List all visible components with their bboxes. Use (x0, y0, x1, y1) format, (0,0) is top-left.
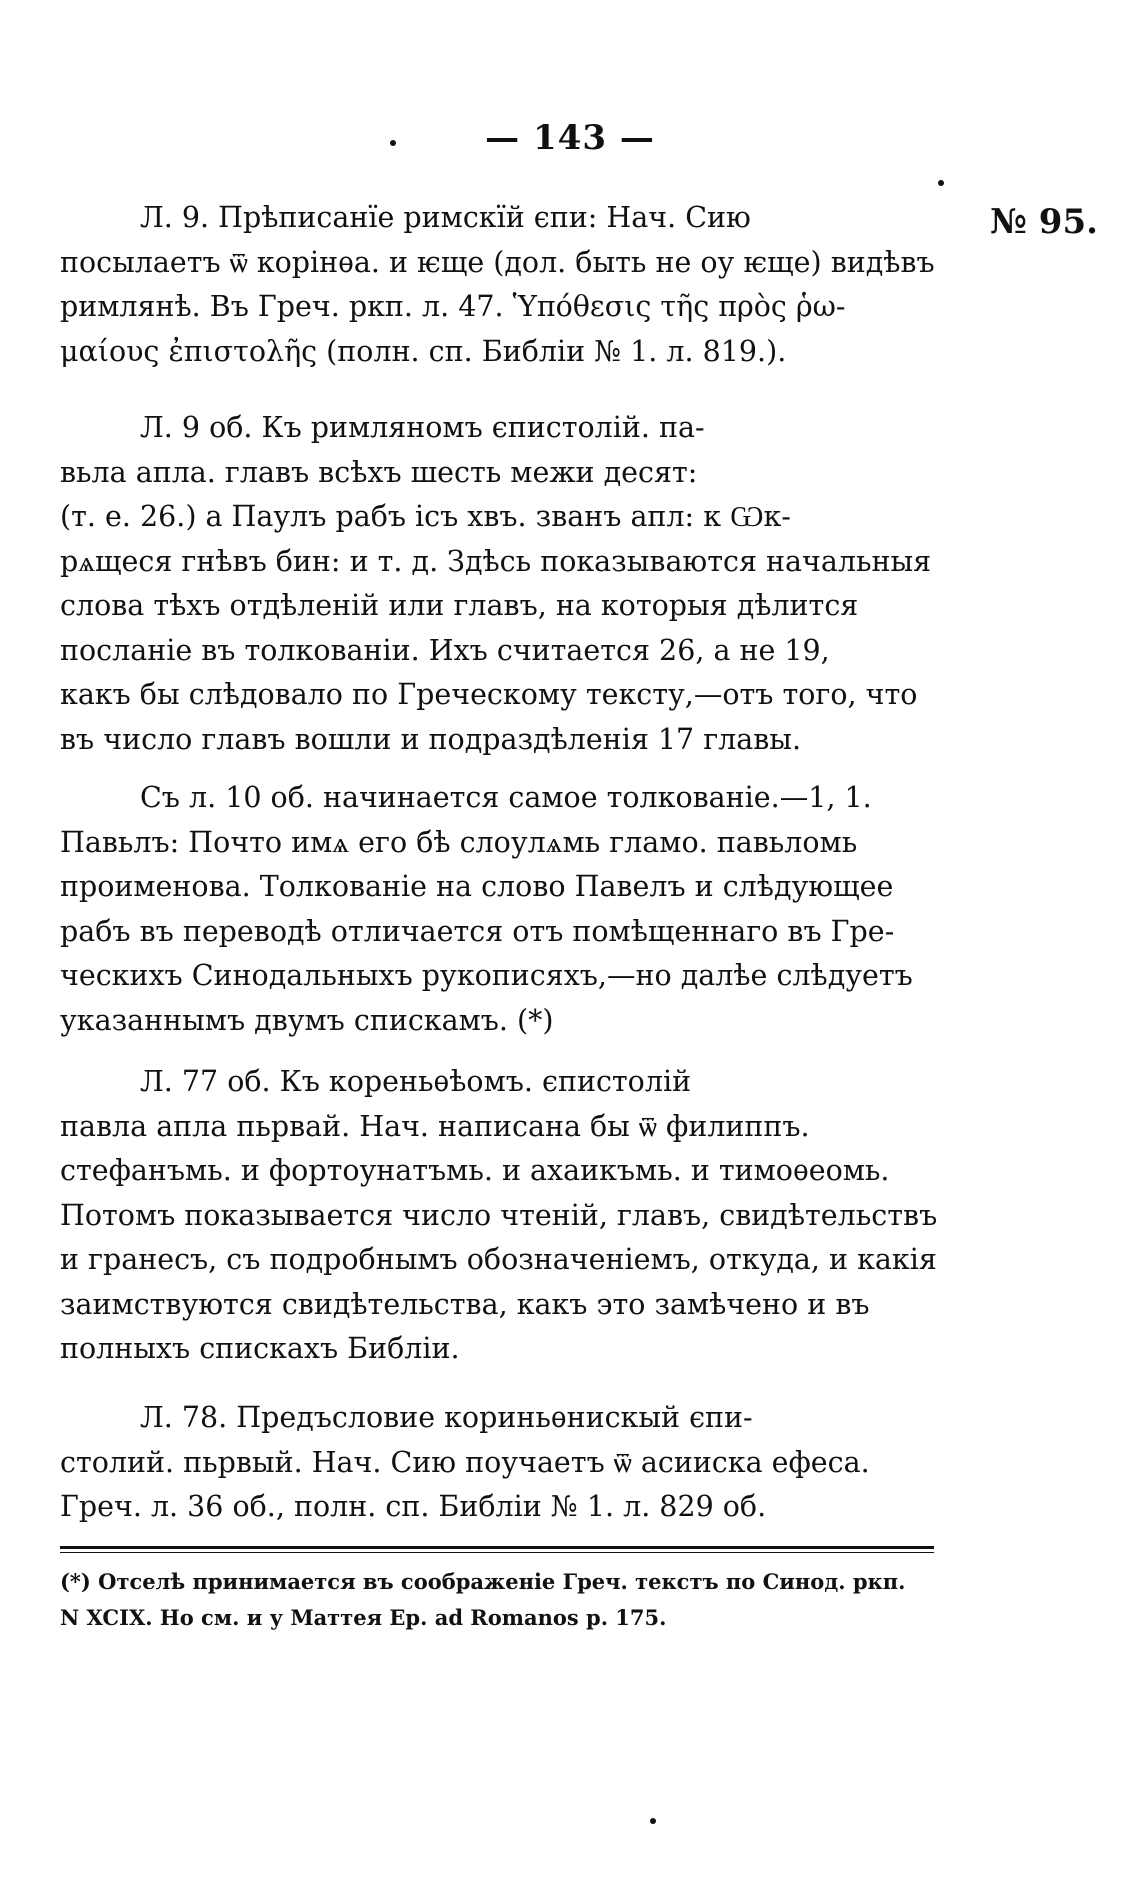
paragraph-line: Л. 9 об. Къ римляномъ єпистолій. па- (140, 411, 705, 444)
paragraph-line: римлянѣ. Въ Греч. ркп. л. 47. Ὑπόθεσις τῆς πρὸς ῥω- (60, 290, 846, 323)
paragraph-line: Л. 9. Прѣписанїе римскїй єпи: Нач. Сию (140, 201, 751, 234)
paragraph-line: въ число главъ вошли и подраздѣленія 17 главы. (60, 722, 802, 756)
paragraph-line: столий. пьрвый. Нач. Сию поучаетъ ѿ асииска ефеса. (60, 1445, 870, 1479)
paragraph-line: Павьлъ: Почто имѧ его бѣ слоулѧмь гламо. павьломь (60, 825, 858, 859)
paragraph-line: и гранесъ, съ подробнымъ обозначеніемъ, откуда, и какія (60, 1243, 937, 1276)
paragraph-line: Л. 77 об. Къ кореньѳѣомъ. єпистолій (140, 1065, 692, 1098)
paragraph-5 (60, 1396, 940, 1530)
paragraph-line: (т. е. 26.) а Паулъ рабъ ісъ хвъ. званъ апл: к Ѡк- (60, 500, 791, 533)
paragraph-line: рѧщеся гнѣвъ бин: и т. д. Здѣсь показываются начальныя (60, 544, 932, 578)
page-number: — 143 — (485, 118, 655, 158)
scan-speck (938, 180, 944, 186)
paragraph-line: какъ бы слѣдовало по Греческому тексту,—отъ того, что (60, 678, 918, 711)
paragraph-2 (60, 406, 940, 762)
footnote-rule (60, 1546, 934, 1549)
paragraph-3 (60, 776, 940, 1043)
paragraph-line: ческихъ Синодальныхъ рукописяхъ,—но далѣе слѣдуетъ (60, 959, 913, 992)
page-header (0, 118, 1140, 158)
paragraph-line: павла апла пьрвай. Нач. написана бы ѿ филиппъ. (60, 1109, 810, 1143)
paragraph-line: указаннымъ двумъ спискамъ. (*) (60, 1003, 554, 1037)
paragraph-line: слова тѣхъ отдѣленій или главъ, на которыя дѣлится (60, 589, 859, 622)
footnote-line: N XCIX. Но см. и у Маттея Ер. ad Romanos p. 175. (60, 1605, 667, 1630)
paragraph-line: заимствуются свидѣтельства, какъ это замѣчено и въ (60, 1287, 870, 1321)
paragraph-line: Потомъ показывается число чтеній, главъ, свидѣтельствъ (60, 1198, 938, 1232)
paragraph-line: μαίους ἐπιστολῆς (полн. сп. Библіи № 1. л. 819.). (60, 334, 787, 368)
paragraph-line: Съ л. 10 об. начинается самое толкованіе.—1, 1. (140, 781, 872, 814)
paragraph-line: полныхъ спискахъ Библіи. (60, 1332, 460, 1365)
paragraph-line: рабъ въ переводѣ отличается отъ помѣщеннаго въ Гре- (60, 914, 895, 948)
scan-speck (390, 140, 396, 146)
paragraph-line: посланіе въ толкованіи. Ихъ считается 26, а не 19, (60, 633, 830, 667)
paragraph-1 (60, 196, 940, 374)
footnote-rule-thin (60, 1552, 934, 1553)
footnote-line: (*) Отселѣ принимается въ соображеніе Греч. текстъ по Синод. ркп. (60, 1569, 906, 1594)
paragraph-line: вьла апла. главъ всѣхъ шесть межи десят: (60, 455, 698, 489)
paragraph-line: стефанъмь. и фортоунатъмь. и ахаикъмь. и тимоѳеомь. (60, 1154, 890, 1187)
paragraph-line: проименова. Толкованіе на слово Павелъ и слѣдующее (60, 870, 894, 903)
paragraph-4 (60, 1060, 940, 1372)
scan-speck (650, 1818, 656, 1824)
footnote (60, 1564, 940, 1636)
paragraph-line: посылаетъ ѿ корінѳа. и ѥще (дол. быть не оу ѥще) видѣвъ (60, 245, 935, 279)
paragraph-line: Греч. л. 36 об., полн. сп. Библіи № 1. л. 829 об. (60, 1490, 767, 1523)
paragraph-line: Л. 78. Предъсловие кориньѳнискый єпи- (140, 1401, 753, 1434)
margin-manuscript-number: № 95. (990, 202, 1098, 242)
